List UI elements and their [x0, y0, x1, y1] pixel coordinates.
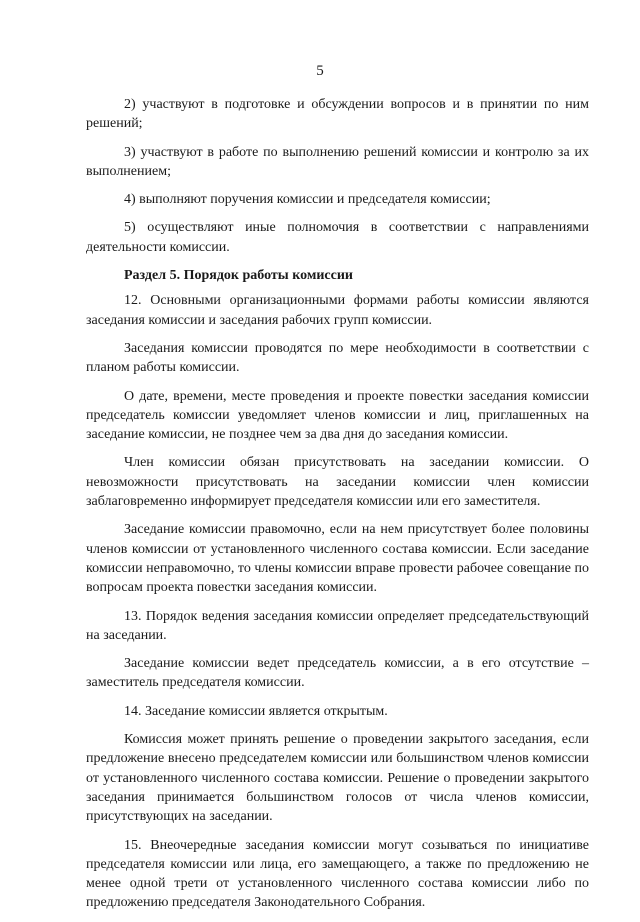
- paragraph: О дате, времени, месте проведения и проекте повестки заседания комиссии председатель комиссии уведомляет членов комиссии и лиц, приглашенных на заседание комиссии, не позднее чем за два дня до заседания комиссии.: [86, 388, 589, 443]
- paragraph: 2) участвуют в подготовке и обсуждении вопросов и в принятии по ним решений;: [86, 97, 589, 132]
- paragraph: 14. Заседание комиссии является открытым.: [124, 703, 388, 719]
- section-heading: Раздел 5. Порядок работы комиссии: [124, 268, 353, 284]
- paragraph: 15. Внеочередные заседания комиссии могут созываться по инициативе председателя комиссии или лица, его замещающего, а также по предложению не менее одной трети от установленного численного состава комиссии либо по предложению председателя Законодательного Собрания.: [86, 837, 589, 911]
- paragraph: Заседание комиссии правомочно, если на нем присутствует более половины членов комиссии от установленного численного состава комиссии. Если заседание комиссии неправомочно, то члены комиссии вправе провести рабочее совещание по вопросам проекта повестки заседания комиссии.: [86, 522, 589, 596]
- document-body: [86, 95, 589, 922]
- paragraph: 13. Порядок ведения заседания комиссии определяет председательствующий на заседании.: [86, 608, 589, 643]
- page-number: 5: [316, 63, 324, 79]
- paragraph: 3) участвуют в работе по выполнению решений комиссии и контролю за их выполнением;: [86, 144, 589, 179]
- paragraph: 12. Основными организационными формами работы комиссии являются заседания комиссии и заседания рабочих групп комиссии.: [86, 293, 589, 328]
- paragraph: Член комиссии обязан присутствовать на заседании комиссии. О невозможности присутствовать на заседании комиссии член комиссии заблаговременно информирует председателя комиссии или его заместителя.: [86, 455, 589, 510]
- paragraph: Комиссия может принять решение о проведении закрытого заседания, если предложение внесено председателем комиссии или большинством членов комиссии от установленного численного состава комиссии. Решение о проведении закрытого заседания принимается большинством голосов от числа членов комиссии, присутствующих на заседании.: [86, 732, 589, 825]
- paragraph: Заседания комиссии проводятся по мере необходимости в соответствии с планом работы комиссии.: [86, 340, 589, 376]
- paragraph: Заседание комиссии ведет председатель комиссии, а в его отсутствие – заместитель председателя комиссии.: [86, 656, 589, 691]
- paragraph: 5) осуществляют иные полномочия в соответствии с направлениями деятельности комиссии.: [86, 220, 589, 255]
- paragraph: 4) выполняют поручения комиссии и председателя комиссии;: [124, 192, 491, 208]
